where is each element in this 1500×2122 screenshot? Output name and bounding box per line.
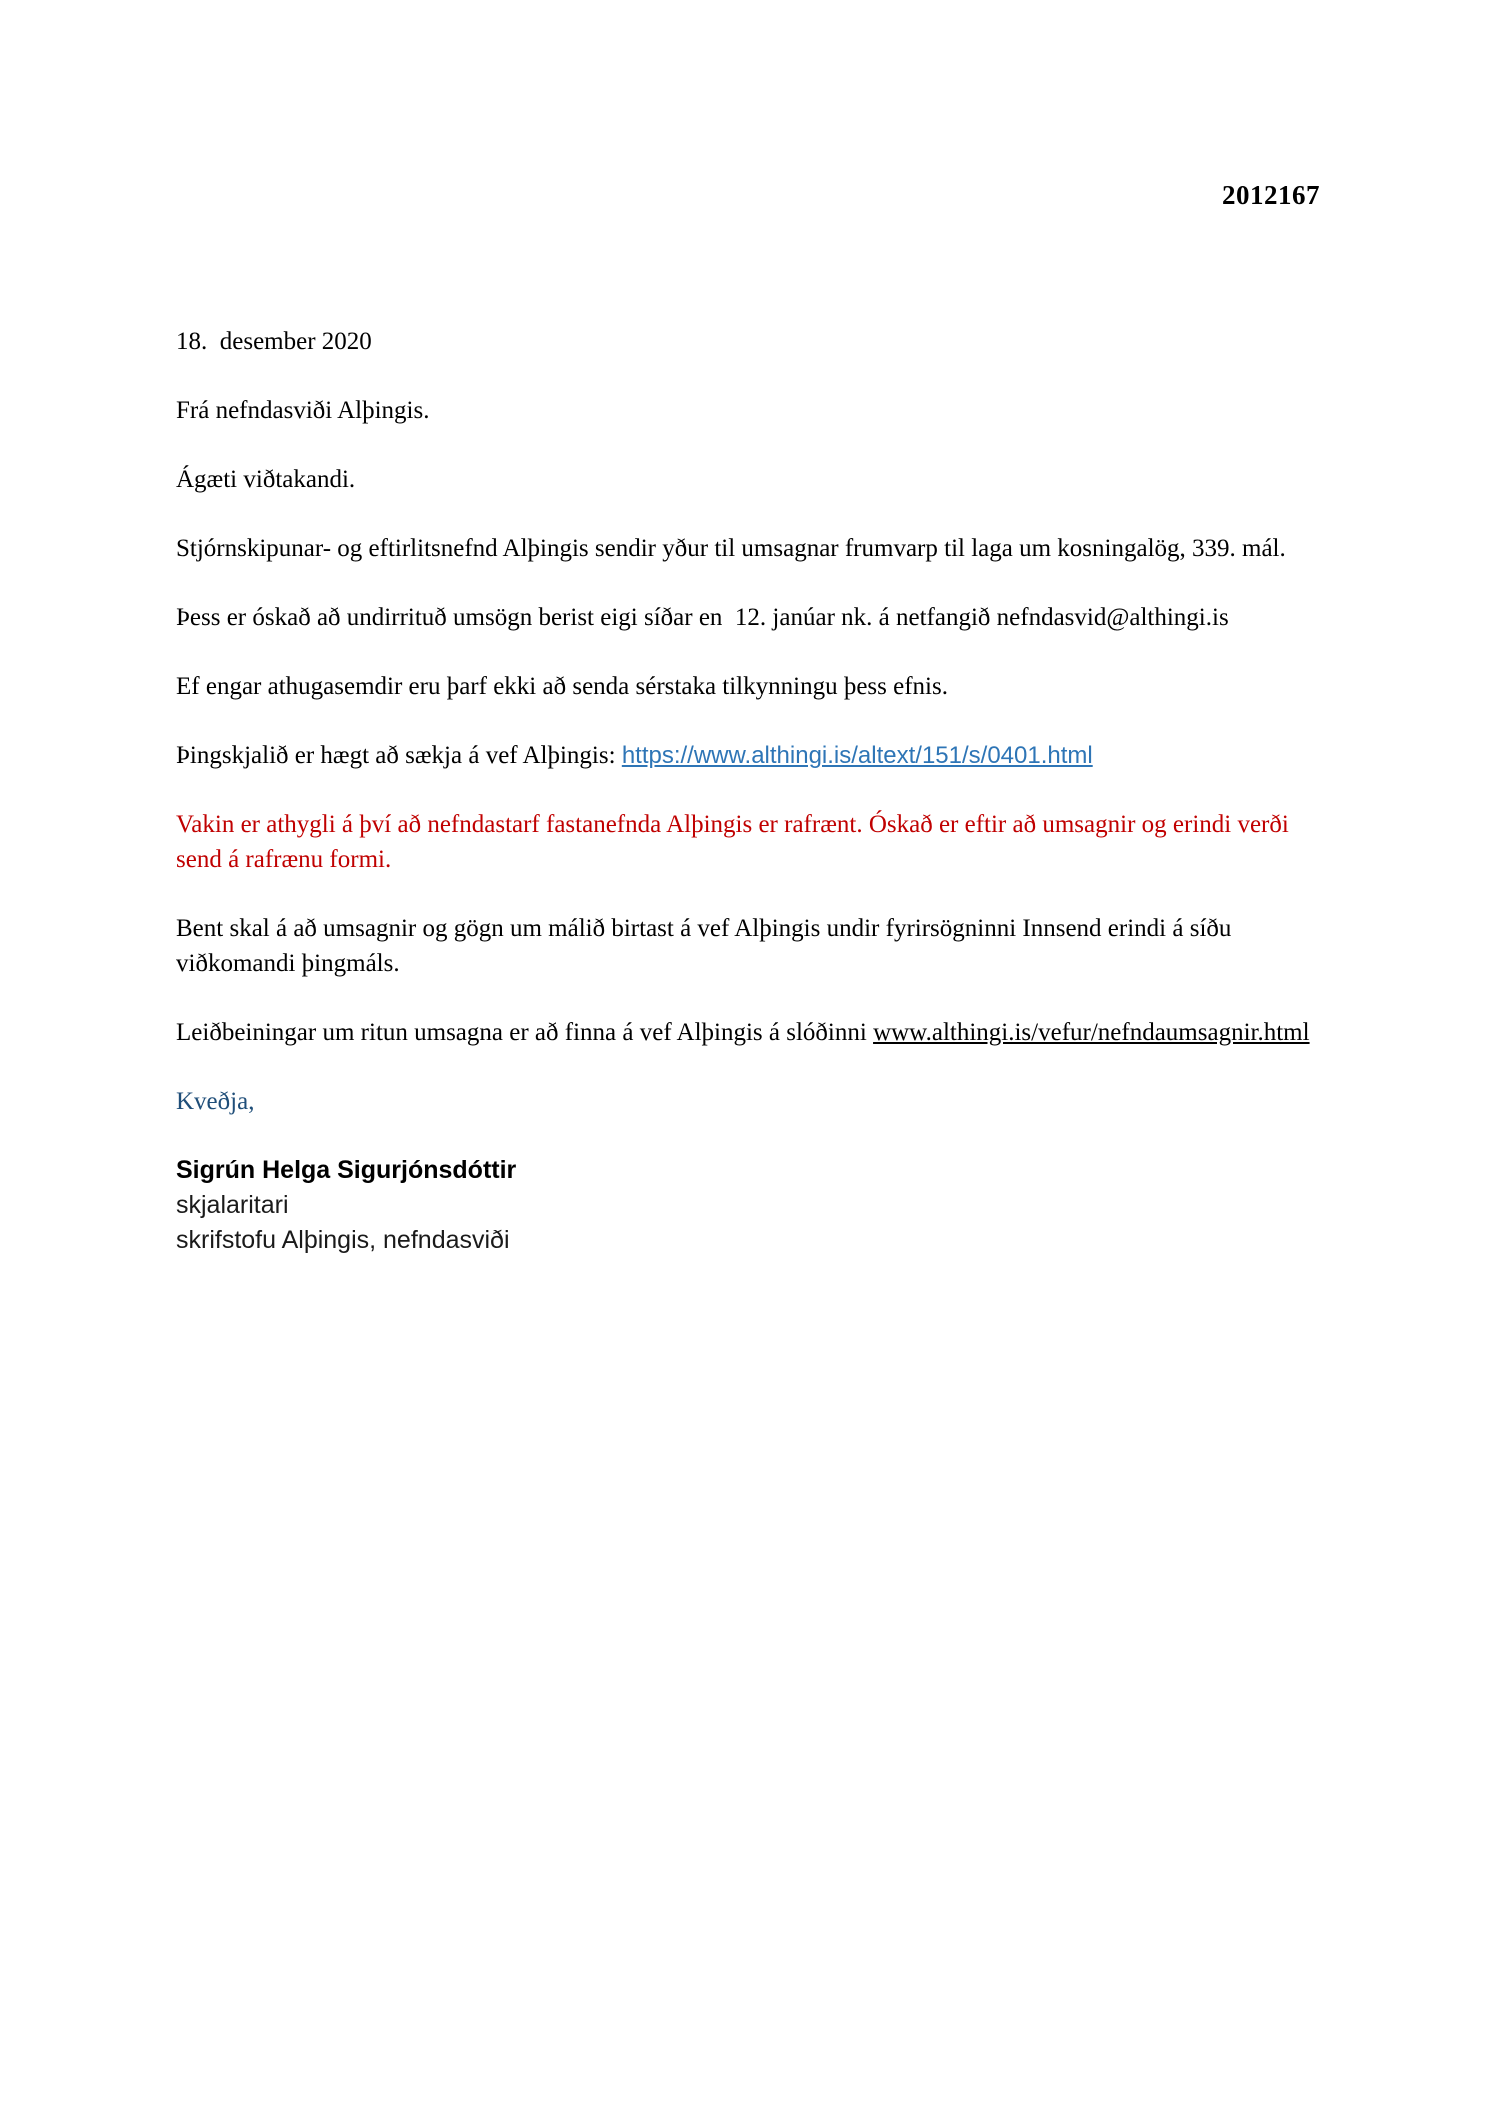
- closing-line: Kveðja,: [176, 1088, 255, 1115]
- signature-block: [176, 1153, 1316, 1258]
- document-prefix: Þingskjalið er hægt að sækja á vef Alþingis:: [176, 742, 622, 769]
- date-line: 18. desember 2020: [176, 328, 372, 355]
- paragraph-electronic-notice: Vakin er athygli á því að nefndastarf fastanefnda Alþingis er rafrænt. Óskað er eftir að umsagnir og erindi verði send á rafrænu formi.: [176, 811, 1296, 873]
- paragraph-committee: Stjórnskipunar- og eftirlitsnefnd Alþingis sendir yður til umsagnar frumvarp til laga um kosningalög, 339. mál.: [176, 535, 1286, 562]
- guidelines-link[interactable]: www.althingi.is/vefur/nefndaumsagnir.html: [873, 1019, 1310, 1046]
- signature-title: skjalaritari: [176, 1191, 289, 1219]
- guidelines-text: Leiðbeiningar um ritun umsagna er að finna á vef Alþingis á slóðinni: [176, 1019, 874, 1046]
- from-line: Frá nefndasviði Alþingis.: [176, 397, 430, 424]
- althingi-bill-link[interactable]: https://www.althingi.is/altext/151/s/0401.html: [621, 742, 1093, 769]
- greeting-line: Ágæti viðtakandi.: [176, 466, 356, 493]
- paragraph-guidelines: [176, 1015, 1316, 1050]
- paragraph-published: Bent skal á að umsagnir og gögn um málið birtast á vef Alþingis undir fyrirsögninni Innsend erindi á síðu viðkomandi þingmáls.: [176, 915, 1238, 977]
- signature-department: skrifstofu Alþingis, nefndasviði: [176, 1226, 510, 1254]
- letter-body: [176, 324, 1316, 1258]
- deadline-email: nefndasvid@althingi.is: [996, 604, 1229, 631]
- paragraph-no-comments: Ef engar athugasemdir eru þarf ekki að senda sérstaka tilkynningu þess efnis.: [176, 673, 948, 700]
- deadline-text: Þess er óskað að undirrituð umsögn berist eigi síðar en 12. janúar nk. á netfangið: [176, 604, 997, 631]
- document-number: 2012167: [1222, 180, 1320, 210]
- signature-name: Sigrún Helga Sigurjónsdóttir: [176, 1156, 517, 1184]
- paragraph-deadline: [176, 600, 1316, 635]
- paragraph-document: [176, 738, 1316, 773]
